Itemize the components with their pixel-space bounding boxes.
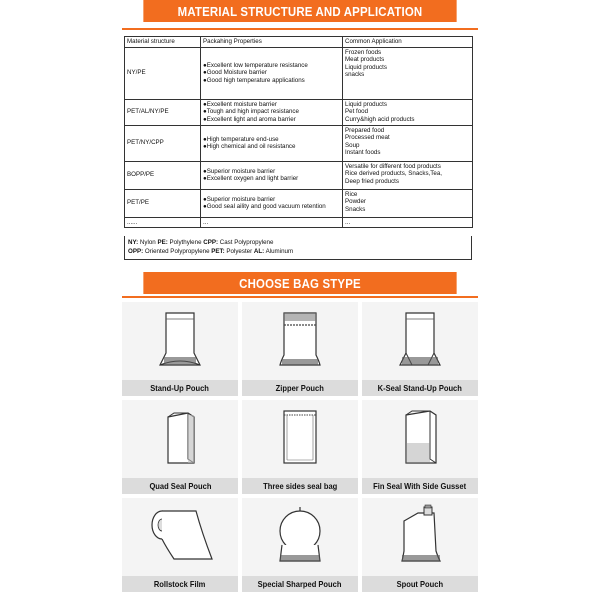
- material-cell: PET/AL/NY/PE: [125, 99, 201, 125]
- legend-abbr: OPP:: [128, 248, 144, 255]
- properties-cell: [201, 189, 343, 217]
- property-item: ●Good Moisture barrier: [203, 69, 267, 77]
- application-item: Rice: [345, 190, 358, 198]
- application-item: snacks: [345, 71, 365, 79]
- property-item: ●Excellent oxygen and light barrier: [203, 175, 299, 183]
- bag-label: Spout Pouch: [362, 576, 478, 592]
- divider: [122, 28, 478, 30]
- bag-card-special-shaped[interactable]: [242, 498, 358, 592]
- header-material: Material structure: [125, 37, 201, 48]
- table-row: [125, 217, 473, 228]
- properties-cell: [201, 125, 343, 161]
- application-item: Frozen foods: [345, 48, 382, 56]
- application-item: Versatile for different food products: [345, 162, 441, 170]
- rollstock-film-icon: [122, 498, 238, 572]
- application-item: Deep fried products: [345, 177, 399, 185]
- bag-label: K-Seal Stand-Up Pouch: [362, 380, 478, 396]
- application-item: Soup: [345, 141, 360, 149]
- bag-card-spout-pouch[interactable]: [362, 498, 478, 592]
- application-item: Instant foods: [345, 149, 381, 157]
- material-cell: PET/NY/CPP: [125, 125, 201, 161]
- bag-card-k-seal-pouch[interactable]: [362, 302, 478, 396]
- legend-abbr: PET:: [211, 248, 225, 255]
- bag-card-stand-up-pouch[interactable]: [122, 302, 238, 396]
- legend-line: [128, 238, 468, 247]
- application-cell: [343, 125, 473, 161]
- spout-pouch-icon: [362, 498, 478, 572]
- material-cell: BOPP/PE: [125, 161, 201, 189]
- bag-card-rollstock-film[interactable]: [122, 498, 238, 592]
- properties-cell: [201, 99, 343, 125]
- properties-cell: [201, 47, 343, 99]
- application-item: Prepared food: [345, 126, 385, 134]
- bag-label: Fin Seal With Side Gusset: [362, 478, 478, 494]
- legend-full: Oriented Polypropylene: [143, 248, 212, 255]
- legend-full: Polyester: [224, 248, 254, 255]
- application-item: Curry&high acid products: [345, 115, 415, 123]
- application-cell: [343, 189, 473, 217]
- material-table: [124, 36, 473, 228]
- header-application: Common Application: [343, 37, 473, 48]
- table-row: [125, 99, 473, 125]
- abbreviation-legend: [124, 236, 472, 260]
- bag-label: Special Sharped Pouch: [242, 576, 358, 592]
- application-item: Rice derived products, Snacks,Tea,: [345, 170, 442, 178]
- property-item: ●High chemical and oil resistance: [203, 143, 296, 151]
- fin-seal-gusset-icon: [362, 400, 478, 474]
- table-row: [125, 161, 473, 189]
- application-item: Pet food: [345, 108, 369, 116]
- table-header-row: [125, 37, 473, 48]
- property-item: ●High temperature end-use: [203, 135, 279, 143]
- stand-up-pouch-icon: [122, 302, 238, 376]
- property-item: ●Excellent moisture barrier: [203, 100, 277, 108]
- bag-card-fin-seal-gusset[interactable]: [362, 400, 478, 494]
- property-item: ●Excellent light and aroma barrier: [203, 115, 296, 123]
- legend-abbr: NY:: [128, 239, 139, 246]
- legend-full: Polythylene: [167, 239, 204, 246]
- zipper-pouch-icon: [242, 302, 358, 376]
- property-item: ●Excellent low temperature resistance: [203, 61, 308, 69]
- table-row: [125, 189, 473, 217]
- divider: [122, 296, 478, 298]
- material-cell: NY/PE: [125, 47, 201, 99]
- legend-full: Aluminum: [264, 248, 294, 255]
- table-row: [125, 125, 473, 161]
- bag-type-heading-banner: [143, 272, 456, 294]
- legend-full: Cast Polypropylene: [218, 239, 274, 246]
- material-heading: MATERIAL STRUCTURE AND APPLICATION: [177, 3, 423, 19]
- material-cell: ......: [125, 217, 201, 228]
- properties-cell: ...: [201, 217, 343, 228]
- application-item: Snacks: [345, 205, 366, 213]
- application-item: Liquid products: [345, 100, 387, 108]
- application-item: Meat products: [345, 56, 385, 64]
- property-item: ●Superior moisture barrier: [203, 167, 276, 175]
- special-shaped-pouch-icon: [242, 498, 358, 572]
- header-properties: Packahing Properties: [201, 37, 343, 48]
- bag-card-quad-seal-pouch[interactable]: [122, 400, 238, 494]
- bag-type-heading: CHOOSE BAG STYPE: [239, 275, 361, 291]
- legend-abbr: AL:: [253, 248, 265, 255]
- legend-abbr: CPP:: [203, 239, 219, 246]
- bag-label: Zipper Pouch: [242, 380, 358, 396]
- k-seal-pouch-icon: [362, 302, 478, 376]
- legend-abbr: PE:: [157, 239, 168, 246]
- material-cell: PET/PE: [125, 189, 201, 217]
- property-item: ●Good seal aility and good vacuum retention: [203, 203, 326, 211]
- bag-card-zipper-pouch[interactable]: [242, 302, 358, 396]
- bag-label: Stand-Up Pouch: [122, 380, 238, 396]
- application-item: Liquid products: [345, 63, 387, 71]
- application-cell: [343, 161, 473, 189]
- legend-line: [128, 247, 468, 256]
- properties-cell: [201, 161, 343, 189]
- bag-label: Rollstock Film: [122, 576, 238, 592]
- application-item: Powder: [345, 198, 366, 206]
- property-item: ●Superior moisture barrier: [203, 195, 276, 203]
- property-item: ●Tough and high impact resistance: [203, 108, 299, 116]
- bag-card-three-side-seal[interactable]: [242, 400, 358, 494]
- bag-label: Three sides seal bag: [242, 478, 358, 494]
- quad-seal-pouch-icon: [122, 400, 238, 474]
- application-item: Processed meat: [345, 134, 390, 142]
- table-row: [125, 47, 473, 99]
- application-cell: ...: [343, 217, 473, 228]
- property-item: ●Good high temperature applications: [203, 76, 305, 84]
- application-cell: [343, 47, 473, 99]
- material-heading-banner: [143, 0, 456, 22]
- bag-label: Quad Seal Pouch: [122, 478, 238, 494]
- application-cell: [343, 99, 473, 125]
- three-side-seal-bag-icon: [242, 400, 358, 474]
- legend-full: Nylon: [138, 239, 158, 246]
